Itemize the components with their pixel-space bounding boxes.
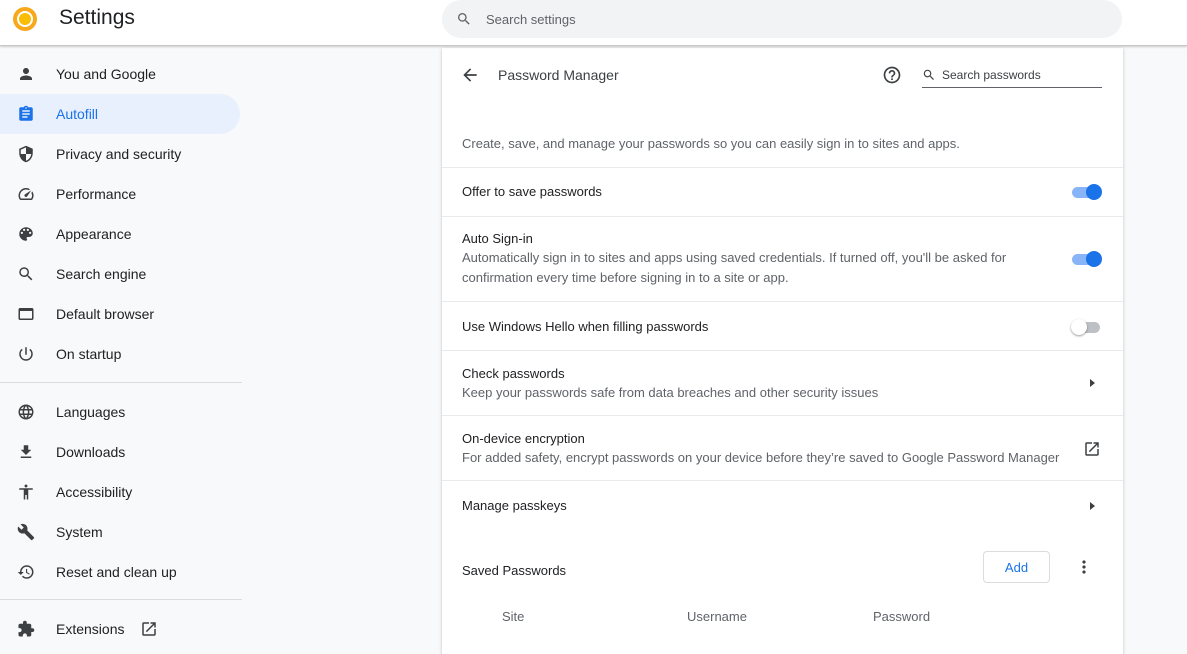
settings-search-bar[interactable]: [442, 0, 1122, 38]
password-search-input[interactable]: [942, 68, 1092, 82]
row-subtitle: Keep your passwords safe from data breaches and other security issues: [462, 385, 879, 400]
section-title: Password Manager: [498, 67, 619, 83]
encryption-row[interactable]: [442, 415, 1123, 480]
sidebar-item-on-startup[interactable]: [0, 334, 240, 374]
row-title: Use Windows Hello when filling passwords: [462, 319, 709, 334]
open-in-new-icon: [140, 620, 158, 638]
puzzle-icon: [16, 619, 36, 639]
sidebar-item-label: Downloads: [56, 444, 126, 460]
search-icon: [16, 264, 36, 284]
sidebar-item-default-browser[interactable]: [0, 294, 240, 334]
offer-save-row: [442, 167, 1123, 216]
windows-hello-toggle[interactable]: [1072, 319, 1102, 335]
clipboard-icon: [16, 104, 36, 124]
check-passwords-row[interactable]: [442, 350, 1123, 415]
header: [0, 0, 1187, 46]
add-password-button[interactable]: Add: [983, 551, 1050, 583]
shield-icon: [16, 144, 36, 164]
auto-signin-toggle[interactable]: [1072, 251, 1102, 267]
sidebar-item-label: You and Google: [56, 66, 156, 82]
description-text: Create, save, and manage your passwords so you can easily sign in to sites and apps.: [462, 136, 960, 151]
row-subtitle: For added safety, encrypt passwords on your device before they’re saved to Google Password Manager: [462, 450, 1060, 465]
accessibility-icon: [16, 482, 36, 502]
chevron-right-icon[interactable]: [1087, 500, 1097, 512]
password-search[interactable]: [922, 62, 1102, 88]
globe-icon: [16, 402, 36, 422]
page-title: Settings: [59, 6, 135, 29]
sidebar: [0, 54, 242, 649]
sidebar-item-downloads[interactable]: [0, 432, 240, 472]
sidebar-item-label: Languages: [56, 404, 126, 420]
download-icon: [16, 442, 36, 462]
person-icon: [16, 64, 36, 84]
sidebar-divider: [0, 599, 242, 600]
row-title: Manage passkeys: [462, 498, 567, 513]
sidebar-item-label: Appearance: [56, 226, 132, 242]
sidebar-item-label: Performance: [56, 186, 137, 202]
chrome-logo-icon: [13, 7, 37, 31]
history-icon: [16, 562, 36, 582]
sidebar-item-label: Extensions: [56, 621, 125, 637]
manage-passkeys-row[interactable]: [442, 480, 1123, 529]
sidebar-divider: [0, 382, 242, 383]
column-header-username: Username: [687, 609, 747, 624]
wrench-icon: [16, 522, 36, 542]
row-subtitle: Automatically sign in to sites and apps using saved credentials. If turned off, you'll be asked for: [462, 250, 1007, 265]
power-icon: [16, 344, 36, 364]
speedometer-icon: [16, 184, 36, 204]
row-title: Auto Sign-in: [462, 231, 533, 246]
sidebar-item-languages[interactable]: [0, 392, 240, 432]
more-vert-icon[interactable]: [1074, 557, 1094, 577]
sidebar-item-reset-and-clean-up[interactable]: [0, 552, 240, 592]
sidebar-item-extensions[interactable]: [0, 609, 240, 649]
sidebar-item-you-and-google[interactable]: [0, 54, 240, 94]
help-icon[interactable]: [882, 65, 902, 85]
sidebar-item-label: Autofill: [56, 106, 99, 122]
palette-icon: [16, 224, 36, 244]
auto-signin-row: [442, 216, 1123, 301]
sidebar-item-system[interactable]: [0, 512, 240, 552]
sidebar-item-label: Default browser: [56, 306, 155, 322]
row-title: On-device encryption: [462, 431, 585, 446]
settings-search-input[interactable]: [486, 12, 1046, 27]
browser-icon: [16, 304, 36, 324]
windows-hello-row: [442, 301, 1123, 350]
chevron-right-icon[interactable]: [1087, 377, 1097, 389]
sidebar-item-performance[interactable]: [0, 174, 240, 214]
sidebar-item-label: Search engine: [56, 266, 147, 282]
sidebar-item-label: System: [56, 524, 103, 540]
offer-save-toggle[interactable]: [1072, 184, 1102, 200]
sidebar-item-autofill[interactable]: [0, 94, 240, 134]
row-subtitle: confirmation every time before signing in to a site or app.: [462, 270, 789, 285]
password-manager-card: [442, 48, 1123, 654]
sidebar-item-label: On startup: [56, 346, 122, 362]
sidebar-item-label: Privacy and security: [56, 146, 182, 162]
open-in-new-icon[interactable]: [1083, 440, 1101, 458]
back-arrow-icon[interactable]: [460, 65, 480, 85]
sidebar-item-label: Reset and clean up: [56, 564, 177, 580]
search-icon: [456, 11, 472, 27]
sidebar-item-accessibility[interactable]: [0, 472, 240, 512]
column-header-password: Password: [873, 609, 931, 624]
row-title: Offer to save passwords: [462, 184, 602, 199]
search-icon: [922, 68, 936, 82]
column-header-site: Site: [502, 609, 525, 624]
sidebar-item-appearance[interactable]: [0, 214, 240, 254]
saved-passwords-heading: Saved Passwords: [462, 563, 567, 578]
row-title: Check passwords: [462, 366, 565, 381]
sidebar-item-search-engine[interactable]: [0, 254, 240, 294]
sidebar-item-label: Accessibility: [56, 484, 133, 500]
sidebar-item-privacy-and-security[interactable]: [0, 134, 240, 174]
